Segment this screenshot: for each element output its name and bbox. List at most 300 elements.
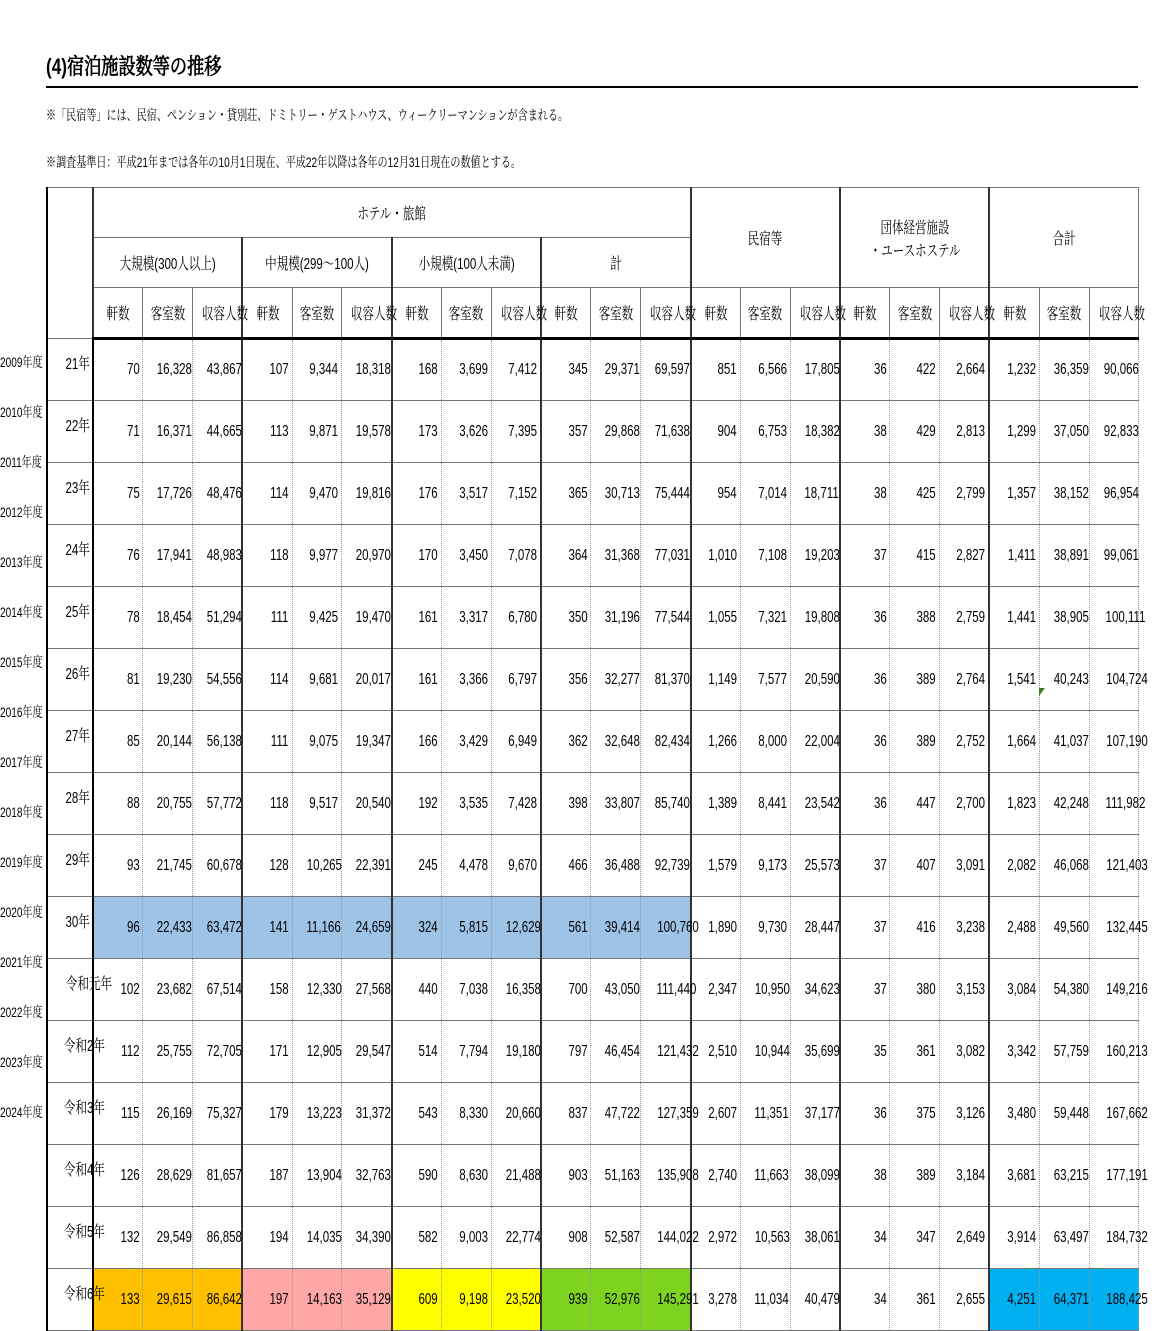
value-cell: 837	[541, 1083, 591, 1145]
value-cell: 6,566	[740, 339, 790, 401]
value-cell: 361	[890, 1021, 940, 1083]
value-cell: 47,722	[591, 1083, 641, 1145]
value-cell: 102	[93, 959, 143, 1021]
value-cell: 2,347	[691, 959, 741, 1021]
value-cell: 13,904	[292, 1145, 342, 1207]
table-row	[47, 463, 1139, 525]
small-header: 小規模(100人未満)	[392, 238, 541, 288]
value-cell: 170	[392, 525, 442, 587]
value-cell: 81,657	[193, 1145, 243, 1207]
era-year-cell: 令和4年	[47, 1145, 93, 1207]
value-cell: 57,759	[1039, 1021, 1089, 1083]
value-cell: 1,441	[989, 587, 1039, 649]
value-cell: 82,434	[641, 711, 691, 773]
value-cell: 29,549	[143, 1207, 193, 1269]
fiscal-year-label: 2021年度	[0, 954, 43, 970]
fiscal-year-label: 2019年度	[0, 854, 43, 870]
value-cell: 39,414	[591, 897, 641, 959]
value-cell: 19,578	[342, 401, 392, 463]
value-cell: 10,944	[740, 1021, 790, 1083]
value-cell: 2,664	[940, 339, 990, 401]
table-row	[47, 1207, 1139, 1269]
value-cell: 9,681	[292, 649, 342, 711]
value-cell: 34	[840, 1269, 890, 1331]
column-header: 収容人数	[491, 288, 541, 339]
value-cell: 38,061	[790, 1207, 840, 1269]
value-cell: 177,191	[1089, 1145, 1139, 1207]
value-cell: 96,954	[1089, 463, 1139, 525]
value-cell: 75,444	[641, 463, 691, 525]
value-cell: 92,739	[641, 835, 691, 897]
value-cell: 797	[541, 1021, 591, 1083]
value-cell: 4,251	[989, 1269, 1039, 1331]
era-year-cell: 令和2年	[47, 1021, 93, 1083]
value-cell: 1,010	[691, 525, 741, 587]
value-cell: 9,730	[740, 897, 790, 959]
value-cell: 77,544	[641, 587, 691, 649]
value-cell: 7,577	[740, 649, 790, 711]
value-cell: 19,816	[342, 463, 392, 525]
value-cell: 93	[93, 835, 143, 897]
era-year-cell: 23年	[47, 463, 93, 525]
era-year-cell: 28年	[47, 773, 93, 835]
value-cell: 17,805	[790, 339, 840, 401]
value-cell: 7,038	[442, 959, 492, 1021]
total-header: 合計	[989, 188, 1138, 288]
value-cell: 30,713	[591, 463, 641, 525]
value-cell: 112	[93, 1021, 143, 1083]
value-cell: 2,607	[691, 1083, 741, 1145]
value-cell: 561	[541, 897, 591, 959]
value-cell: 3,084	[989, 959, 1039, 1021]
value-cell: 22,004	[790, 711, 840, 773]
value-cell: 3,317	[442, 587, 492, 649]
table-row	[47, 339, 1139, 401]
value-cell: 56,138	[193, 711, 243, 773]
value-cell: 347	[890, 1207, 940, 1269]
value-cell: 25,755	[143, 1021, 193, 1083]
value-cell: 86,642	[193, 1269, 243, 1331]
value-cell: 2,752	[940, 711, 990, 773]
era-header	[47, 188, 93, 339]
value-cell: 4,478	[442, 835, 492, 897]
fiscal-year-label: 2010年度	[0, 404, 43, 420]
value-cell: 149,216	[1089, 959, 1139, 1021]
value-cell: 22,774	[491, 1207, 541, 1269]
value-cell: 1,823	[989, 773, 1039, 835]
value-cell: 107	[242, 339, 292, 401]
value-cell: 85,740	[641, 773, 691, 835]
value-cell: 37	[840, 897, 890, 959]
value-cell: 20,970	[342, 525, 392, 587]
value-cell: 3,517	[442, 463, 492, 525]
table-row	[47, 711, 1139, 773]
column-header: 軒数	[392, 288, 442, 339]
value-cell: 380	[890, 959, 940, 1021]
value-cell: 34	[840, 1207, 890, 1269]
value-cell: 22,391	[342, 835, 392, 897]
value-cell: 36	[840, 711, 890, 773]
value-cell: 16,371	[143, 401, 193, 463]
value-cell: 543	[392, 1083, 442, 1145]
value-cell: 389	[890, 649, 940, 711]
value-cell: 34,390	[342, 1207, 392, 1269]
value-cell: 11,351	[740, 1083, 790, 1145]
value-cell: 356	[541, 649, 591, 711]
value-cell: 954	[691, 463, 741, 525]
value-cell: 9,075	[292, 711, 342, 773]
value-cell: 415	[890, 525, 940, 587]
table-row	[47, 1083, 1139, 1145]
value-cell: 6,780	[491, 587, 541, 649]
value-cell: 111	[242, 711, 292, 773]
value-cell: 86,858	[193, 1207, 243, 1269]
value-cell: 908	[541, 1207, 591, 1269]
value-cell: 416	[890, 897, 940, 959]
value-cell: 590	[392, 1145, 442, 1207]
value-cell: 3,082	[940, 1021, 990, 1083]
accommodation-table	[46, 187, 1148, 1331]
era-year-cell: 24年	[47, 525, 93, 587]
value-cell: 7,014	[740, 463, 790, 525]
value-cell: 141	[242, 897, 292, 959]
value-cell: 71,638	[641, 401, 691, 463]
value-cell: 46,068	[1039, 835, 1089, 897]
value-cell: 49,560	[1039, 897, 1089, 959]
value-cell: 41,037	[1039, 711, 1089, 773]
value-cell: 173	[392, 401, 442, 463]
fiscal-year-label: 2009年度	[0, 354, 43, 370]
value-cell: 9,470	[292, 463, 342, 525]
value-cell: 939	[541, 1269, 591, 1331]
value-cell: 160,213	[1089, 1021, 1139, 1083]
value-cell: 2,827	[940, 525, 990, 587]
value-cell: 2,655	[940, 1269, 990, 1331]
value-cell: 7,108	[740, 525, 790, 587]
fiscal-year-label: 2014年度	[0, 604, 43, 620]
value-cell: 9,425	[292, 587, 342, 649]
value-cell: 9,198	[442, 1269, 492, 1331]
fiscal-year-label: 2024年度	[0, 1104, 43, 1120]
value-cell: 71	[93, 401, 143, 463]
value-cell: 113	[242, 401, 292, 463]
value-cell: 350	[541, 587, 591, 649]
value-cell: 362	[541, 711, 591, 773]
value-cell: 144,022	[641, 1207, 691, 1269]
value-cell: 111,440	[641, 959, 691, 1021]
value-cell: 77,031	[641, 525, 691, 587]
value-cell: 5,815	[442, 897, 492, 959]
value-cell: 20,144	[143, 711, 193, 773]
value-cell: 48,476	[193, 463, 243, 525]
value-cell: 81	[93, 649, 143, 711]
fiscal-year-label: 2012年度	[0, 504, 43, 520]
value-cell: 37,177	[790, 1083, 840, 1145]
era-year-cell: 26年	[47, 649, 93, 711]
value-cell: 194	[242, 1207, 292, 1269]
value-cell: 60,678	[193, 835, 243, 897]
value-cell: 197	[242, 1269, 292, 1331]
value-cell: 76	[93, 525, 143, 587]
value-cell: 167,662	[1089, 1083, 1139, 1145]
value-cell: 20,660	[491, 1083, 541, 1145]
value-cell: 365	[541, 463, 591, 525]
value-cell: 11,034	[740, 1269, 790, 1331]
value-cell: 23,520	[491, 1269, 541, 1331]
column-header: 収容人数	[1089, 288, 1139, 339]
value-cell: 92,833	[1089, 401, 1139, 463]
column-header: 客室数	[292, 288, 342, 339]
value-cell: 23,682	[143, 959, 193, 1021]
table-row	[47, 1145, 1139, 1207]
value-cell: 1,357	[989, 463, 1039, 525]
value-cell: 2,700	[940, 773, 990, 835]
value-cell: 16,358	[491, 959, 541, 1021]
value-cell: 17,726	[143, 463, 193, 525]
value-cell: 21,745	[143, 835, 193, 897]
value-cell: 18,382	[790, 401, 840, 463]
fiscal-year-label: 2023年度	[0, 1054, 43, 1070]
value-cell: 388	[890, 587, 940, 649]
value-cell: 345	[541, 339, 591, 401]
value-cell: 104,724	[1089, 649, 1139, 711]
column-header: 収容人数	[790, 288, 840, 339]
column-header: 軒数	[691, 288, 741, 339]
value-cell: 7,152	[491, 463, 541, 525]
value-cell: 133	[93, 1269, 143, 1331]
table-row	[47, 649, 1139, 711]
value-cell: 3,342	[989, 1021, 1039, 1083]
value-cell: 38,891	[1039, 525, 1089, 587]
value-cell: 28,447	[790, 897, 840, 959]
fiscal-year-label: 2022年度	[0, 1004, 43, 1020]
value-cell: 11,663	[740, 1145, 790, 1207]
value-cell: 38,099	[790, 1145, 840, 1207]
value-cell: 700	[541, 959, 591, 1021]
large-header: 大規模(300人以上)	[93, 238, 242, 288]
value-cell: 126	[93, 1145, 143, 1207]
value-cell: 3,914	[989, 1207, 1039, 1269]
value-cell: 1,299	[989, 401, 1039, 463]
value-cell: 63,215	[1039, 1145, 1089, 1207]
note-minshuku: ※「民宿等」には、民宿、ペンション・貸別荘、ドミトリー・ゲストハウス、ウィークリーマンションが含まれる。	[46, 107, 569, 123]
value-cell: 31,368	[591, 525, 641, 587]
value-cell: 20,540	[342, 773, 392, 835]
value-cell: 121,403	[1089, 835, 1139, 897]
value-cell: 52,976	[591, 1269, 641, 1331]
title-divider	[46, 86, 1138, 88]
value-cell: 8,000	[740, 711, 790, 773]
value-cell: 9,670	[491, 835, 541, 897]
value-cell: 2,764	[940, 649, 990, 711]
column-header: 収容人数	[342, 288, 392, 339]
value-cell: 184,732	[1089, 1207, 1139, 1269]
value-cell: 21,488	[491, 1145, 541, 1207]
value-cell: 3,480	[989, 1083, 1039, 1145]
value-cell: 52,587	[591, 1207, 641, 1269]
value-cell: 398	[541, 773, 591, 835]
column-header: 客室数	[442, 288, 492, 339]
value-cell: 28,629	[143, 1145, 193, 1207]
page-title: (4)宿泊施設数等の推移	[46, 54, 222, 79]
fiscal-year-labels	[0, 337, 46, 1137]
value-cell: 29,371	[591, 339, 641, 401]
value-cell: 111	[242, 587, 292, 649]
value-cell: 69,597	[641, 339, 691, 401]
value-cell: 7,078	[491, 525, 541, 587]
value-cell: 100,111	[1089, 587, 1139, 649]
value-cell: 3,091	[940, 835, 990, 897]
value-cell: 1,266	[691, 711, 741, 773]
value-cell: 9,871	[292, 401, 342, 463]
fiscal-year-label: 2017年度	[0, 754, 43, 770]
value-cell: 9,173	[740, 835, 790, 897]
value-cell: 19,180	[491, 1021, 541, 1083]
value-cell: 38,152	[1039, 463, 1089, 525]
value-cell: 425	[890, 463, 940, 525]
era-year-cell: 令和3年	[47, 1083, 93, 1145]
value-cell: 2,740	[691, 1145, 741, 1207]
value-cell: 48,983	[193, 525, 243, 587]
value-cell: 63,497	[1039, 1207, 1089, 1269]
value-cell: 23,542	[790, 773, 840, 835]
value-cell: 36	[840, 587, 890, 649]
value-cell: 851	[691, 339, 741, 401]
value-cell: 114	[242, 649, 292, 711]
value-cell: 43,050	[591, 959, 641, 1021]
value-cell: 121,432	[641, 1021, 691, 1083]
value-cell: 37	[840, 959, 890, 1021]
table-row	[47, 401, 1139, 463]
value-cell: 35,699	[790, 1021, 840, 1083]
value-cell: 38	[840, 1145, 890, 1207]
value-cell: 99,061	[1089, 525, 1139, 587]
value-cell: 2,488	[989, 897, 1039, 959]
value-cell: 422	[890, 339, 940, 401]
value-cell: 12,905	[292, 1021, 342, 1083]
value-cell: 59,448	[1039, 1083, 1089, 1145]
value-cell: 429	[890, 401, 940, 463]
value-cell: 29,615	[143, 1269, 193, 1331]
value-cell: 7,321	[740, 587, 790, 649]
value-cell: 78	[93, 587, 143, 649]
value-cell: 18,318	[342, 339, 392, 401]
value-cell: 11,166	[292, 897, 342, 959]
value-cell: 161	[392, 587, 442, 649]
value-cell: 514	[392, 1021, 442, 1083]
value-cell: 187	[242, 1145, 292, 1207]
value-cell: 3,366	[442, 649, 492, 711]
column-header: 収容人数	[940, 288, 990, 339]
value-cell: 32,763	[342, 1145, 392, 1207]
value-cell: 24,659	[342, 897, 392, 959]
value-cell: 70	[93, 339, 143, 401]
value-cell: 3,699	[442, 339, 492, 401]
value-cell: 107,190	[1089, 711, 1139, 773]
value-cell: 10,950	[740, 959, 790, 1021]
era-year-cell: 27年	[47, 711, 93, 773]
value-cell: 25,573	[790, 835, 840, 897]
value-cell: 37	[840, 835, 890, 897]
era-year-cell: 令和6年	[47, 1269, 93, 1331]
value-cell: 7,428	[491, 773, 541, 835]
value-cell: 2,082	[989, 835, 1039, 897]
value-cell: 361	[890, 1269, 940, 1331]
table-row	[47, 773, 1139, 835]
value-cell: 1,389	[691, 773, 741, 835]
value-cell: 19,347	[342, 711, 392, 773]
column-header: 客室数	[1039, 288, 1089, 339]
value-cell: 1,890	[691, 897, 741, 959]
value-cell: 64,371	[1039, 1269, 1089, 1331]
value-cell: 3,184	[940, 1145, 990, 1207]
value-cell: 9,344	[292, 339, 342, 401]
value-cell: 72,705	[193, 1021, 243, 1083]
value-cell: 31,196	[591, 587, 641, 649]
value-cell: 389	[890, 711, 940, 773]
value-cell: 132,445	[1089, 897, 1139, 959]
value-cell: 1,232	[989, 339, 1039, 401]
fiscal-year-label: 2011年度	[0, 454, 42, 470]
value-cell: 36	[840, 1083, 890, 1145]
value-cell: 35,129	[342, 1269, 392, 1331]
table-row	[47, 1269, 1139, 1331]
value-cell: 3,153	[940, 959, 990, 1021]
value-cell: 36	[840, 339, 890, 401]
table-row	[47, 959, 1139, 1021]
value-cell: 54,556	[193, 649, 243, 711]
value-cell: 582	[392, 1207, 442, 1269]
value-cell: 33,807	[591, 773, 641, 835]
value-cell: 7,395	[491, 401, 541, 463]
era-year-cell: 22年	[47, 401, 93, 463]
value-cell: 32,648	[591, 711, 641, 773]
value-cell: 18,454	[143, 587, 193, 649]
value-cell: 609	[392, 1269, 442, 1331]
note-survey-date: ※調査基準日：平成21年までは各年の10月1日現在、平成22年以降は各年の12月31日現在の数値とする。	[46, 154, 521, 170]
value-cell: 118	[242, 773, 292, 835]
fiscal-year-label: 2020年度	[0, 904, 43, 920]
value-cell: 375	[890, 1083, 940, 1145]
value-cell: 18,711	[790, 463, 840, 525]
value-cell: 132	[93, 1207, 143, 1269]
value-cell: 14,035	[292, 1207, 342, 1269]
value-cell: 40,243	[1039, 649, 1089, 711]
value-cell: 245	[392, 835, 442, 897]
value-cell: 1,664	[989, 711, 1039, 773]
medium-header: 中規模(299～100人)	[242, 238, 391, 288]
era-year-cell: 令和元年	[47, 959, 93, 1021]
value-cell: 192	[392, 773, 442, 835]
value-cell: 8,630	[442, 1145, 492, 1207]
value-cell: 114	[242, 463, 292, 525]
value-cell: 38	[840, 401, 890, 463]
value-cell: 75	[93, 463, 143, 525]
value-cell: 19,470	[342, 587, 392, 649]
value-cell: 2,799	[940, 463, 990, 525]
value-cell: 38	[840, 463, 890, 525]
value-cell: 161	[392, 649, 442, 711]
value-cell: 43,867	[193, 339, 243, 401]
value-cell: 1,541	[989, 649, 1039, 711]
table-row	[47, 525, 1139, 587]
value-cell: 8,441	[740, 773, 790, 835]
table-row	[47, 897, 1139, 959]
minshuku-header: 民宿等	[691, 188, 840, 288]
value-cell: 145,291	[641, 1269, 691, 1331]
value-cell: 96	[93, 897, 143, 959]
column-header: 収容人数	[193, 288, 243, 339]
